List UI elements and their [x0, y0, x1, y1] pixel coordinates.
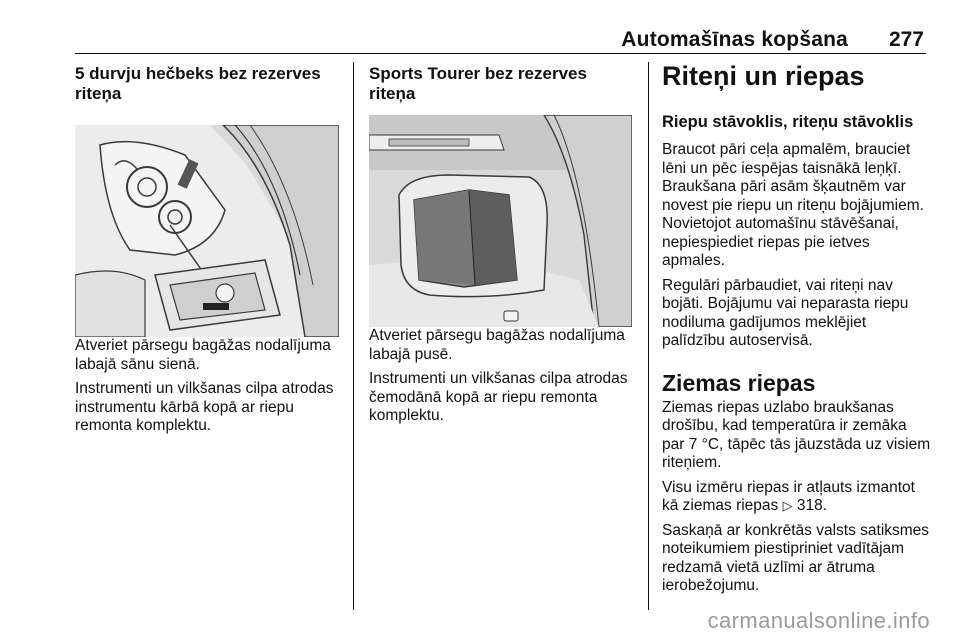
page-reference-link[interactable]: 318.	[796, 497, 828, 514]
column-sports-tourer	[369, 60, 635, 432]
sports-tourer-paragraph-2: Instrumenti un vilkšanas cilpa atrodas čemodānā kopā ar riepu remonta komplektu.	[369, 370, 628, 424]
sports-tourer-storage-illustration	[369, 115, 632, 327]
hatchback-heading: 5 durvju hečbeks bez rezerves riteņa	[75, 64, 321, 103]
hatchback-paragraph-2: Instrumenti un vilkšanas cilpa atrodas instrumentu kārbā kopā ar riepu remonta komplektu.	[75, 380, 334, 434]
winter-tyres-paragraph-2	[662, 479, 932, 516]
winter-tyres-paragraph-3: Saskaņā ar konkrētās valsts satiksmes noteikumiem piestipriniet vadītājam redzamā vietā uzlīmi ar ātruma ierobežojumu.	[662, 521, 930, 594]
hatchback-paragraph-1: Atveriet pārsegu bagāžas nodalījuma labajā sānu sienā.	[75, 337, 331, 373]
watermark: carmanualsonline.info	[707, 608, 930, 633]
tyre-condition-paragraph-1: Braucot pāri ceļa apmalēm, brauciet lēni un pēc iespējas taisnākā leņķī. Braukšana pāri asām šķautnēm var novest pie riepu un riteņu bojājumiem. Novietojot automašīnu stāvēšanai, nepiespiediet riepas pie ietves apmales.	[662, 141, 924, 269]
running-header-title: Automašīnas kopšana	[621, 28, 848, 51]
column-wheels-tyres	[662, 60, 932, 602]
winter-tyres-heading: Ziemas riepas	[662, 369, 816, 396]
winter-tyres-paragraph-1: Ziemas riepas uzlabo braukšanas drošību, kad temperatūra ir zemāka par 7 °C, tāpēc tās jāuzstāda uz visiem riteņiem.	[662, 398, 931, 471]
page-number: 277	[888, 28, 924, 51]
tyre-condition-paragraph-2: Regulāri pārbaudiet, vai riteņi nav bojāti. Bojājumu vai neparasta riepu nodiluma gadījumos meklējiet palīdzību autoservisā.	[662, 276, 909, 349]
header-rule	[75, 53, 926, 54]
section-title-wheels-tyres: Riteņi un riepas	[662, 61, 865, 91]
column-divider-1	[353, 62, 354, 610]
hatchback-tool-compartment-illustration	[75, 125, 339, 337]
column-divider-2	[648, 62, 649, 610]
sports-tourer-paragraph-1: Atveriet pārsegu bagāžas nodalījuma labajā pusē.	[369, 327, 625, 363]
sports-tourer-heading: Sports Tourer bez rezerves riteņa	[369, 64, 587, 103]
tyre-condition-heading: Riepu stāvoklis, riteņu stāvoklis	[662, 113, 914, 131]
column-hatchback	[75, 60, 343, 442]
winter-tyres-paragraph-2-text: Visu izmēru riepas ir atļauts izmantot kā ziemas riepas	[662, 478, 915, 514]
triangle-right-icon: ▷	[782, 498, 793, 513]
